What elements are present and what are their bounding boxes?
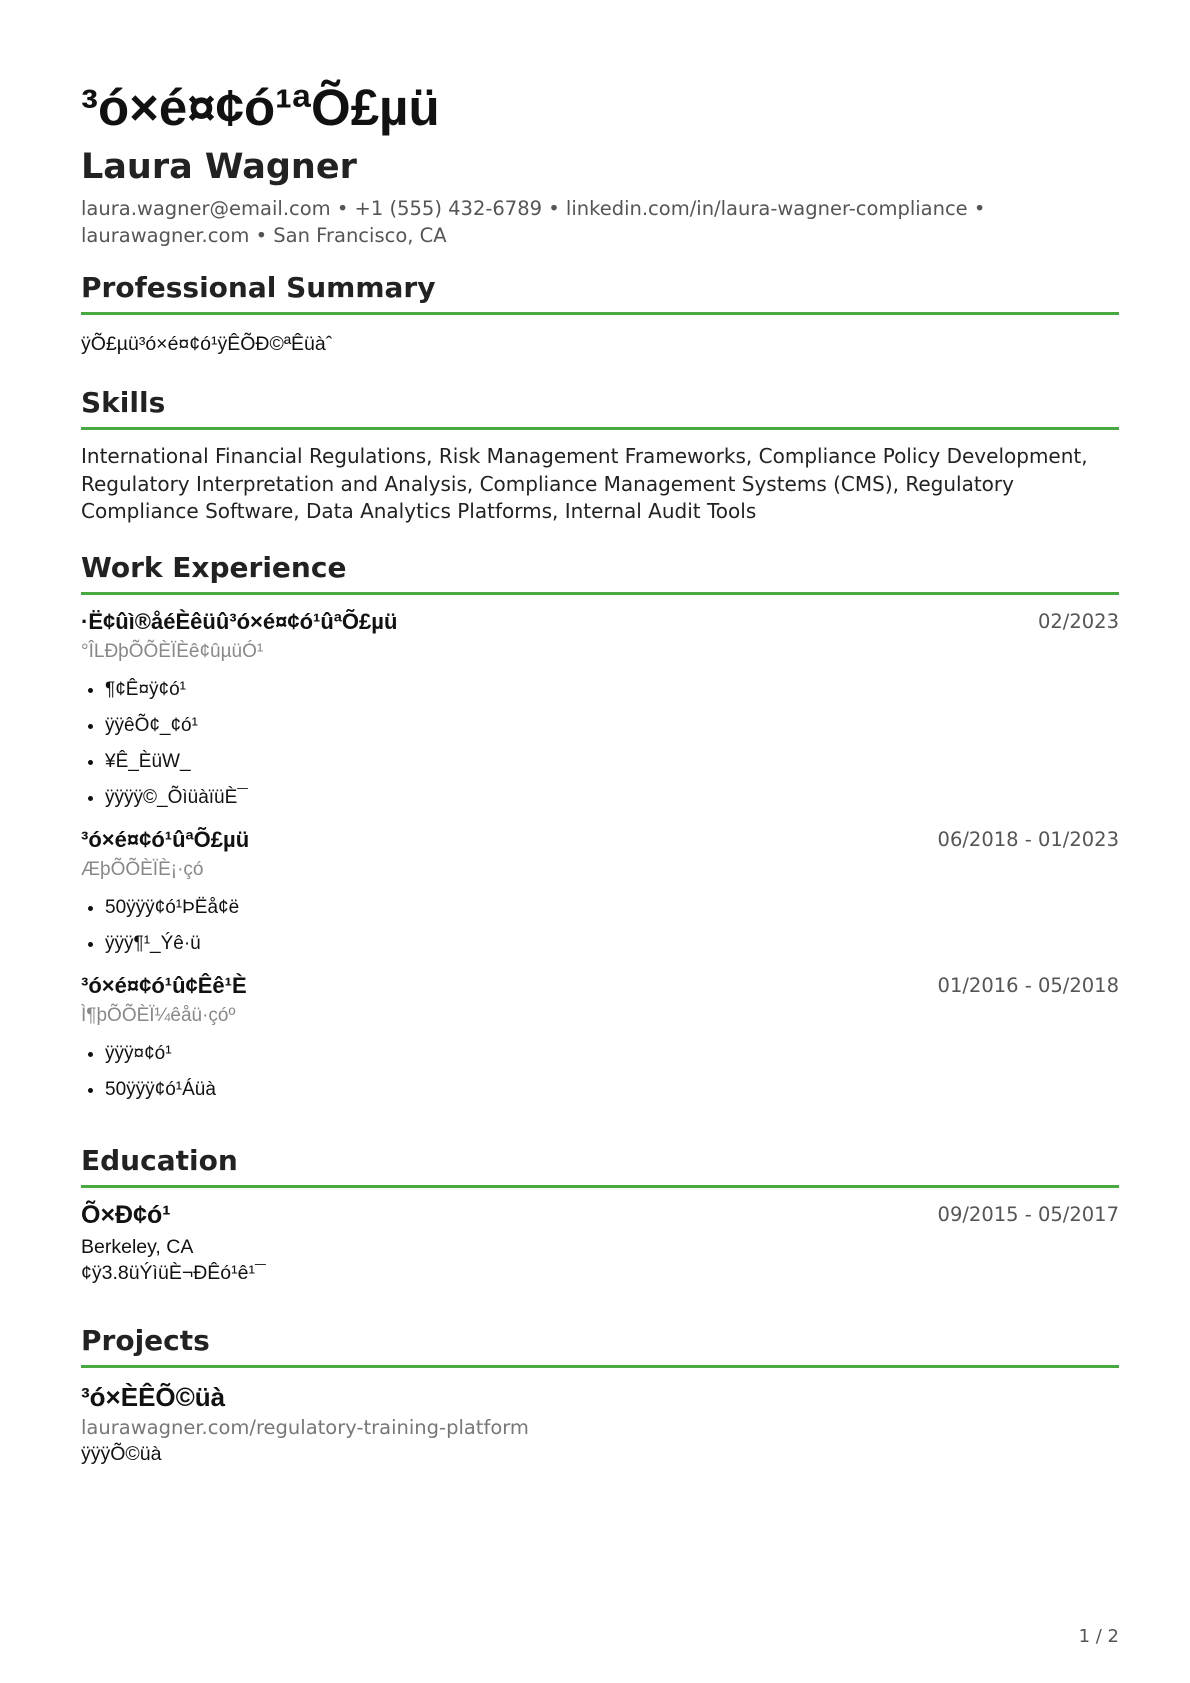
job-date: 01/2016 - 05/2018: [937, 974, 1119, 997]
section-divider: [81, 427, 1119, 430]
education-degree: Õ×Ð¢ó¹: [81, 1201, 171, 1229]
list-item: • ÿÿÿ¶¹_Ýê·ü: [105, 926, 239, 962]
list-item: • ÿÿÿ¤¢ó¹: [105, 1036, 216, 1072]
project-link[interactable]: laurawagner.com/regulatory-training-platform: [81, 1416, 529, 1439]
resume-title: ³ó×é¤¢ó¹ªÕ£µü: [81, 79, 440, 136]
section-divider: [81, 312, 1119, 315]
list-item: • 50ÿÿÿ¢ó¹ÞËå¢ë: [105, 890, 239, 926]
job-bullets: [81, 672, 248, 816]
section-divider: [81, 1185, 1119, 1188]
list-item: • ¥Ê_ÈüW_: [105, 744, 248, 780]
section-divider: [81, 592, 1119, 595]
education-date: 09/2015 - 05/2017: [937, 1203, 1119, 1226]
section-title-summary: Professional Summary: [81, 271, 436, 304]
job-company: ÆþÕÕÈÏÈ¡·çó: [81, 859, 204, 880]
list-item: • 50ÿÿÿ¢ó¹Áüà: [105, 1072, 216, 1108]
project-name: ³ó×ÈÊÕ©üà: [81, 1382, 226, 1412]
job-bullets: [81, 1036, 216, 1108]
job-company: Ì¶þÕÕÈÏ¼êåü·çóº: [81, 1005, 236, 1026]
job-bullets: [81, 890, 239, 962]
job-company: °ÎLÐþÕÕÈÏÈê¢ûµüÓ¹: [81, 641, 264, 662]
summary-text: ÿÕ£µü³ó×é¤¢ó¹ÿÊÕÐ©ªÊüàˆ: [81, 333, 333, 355]
section-title-skills: Skills: [81, 386, 166, 419]
project-description: ÿÿÿÕ©üà: [81, 1443, 162, 1465]
section-title-projects: Projects: [81, 1324, 210, 1357]
education-location: Berkeley, CA: [81, 1236, 194, 1258]
job-title: ·Ë¢ûì®åéÈêüû³ó×é¤¢ó¹ûªÕ£µü: [81, 609, 398, 634]
skills-list: International Financial Regulations, Risk Management Frameworks, Compliance Policy Development, Regulatory Interpretation and Analysis, Compliance Management Systems (CMS), Regulatory Compliance Software, Data Analytics Platforms, Internal Audit Tools: [81, 444, 1088, 523]
candidate-name: Laura Wagner: [81, 147, 357, 187]
education-details: ¢ÿ3.8üÝìüÈ¬ÐÊó¹ê¹¯: [81, 1262, 266, 1284]
list-item: • ÿÿÿÿ©_ÕìüàïüÈ¯: [105, 780, 248, 816]
page-number: 1 / 2: [1078, 1626, 1119, 1647]
contact-line: laura.wagner@email.com • +1 (555) 432-6789 • linkedin.com/in/laura-wagner-compliance • laurawagner.com • San Francisco, CA: [81, 197, 986, 247]
list-item: • ÿÿêÕ¢_¢ó¹: [105, 708, 248, 744]
section-divider: [81, 1365, 1119, 1368]
section-title-education: Education: [81, 1144, 238, 1177]
list-item: • ¶¢Ê¤ÿ¢ó¹: [105, 672, 248, 708]
section-title-work: Work Experience: [81, 551, 347, 584]
job-title: ³ó×é¤¢ó¹û¢Êê¹È: [81, 973, 247, 998]
job-date: 06/2018 - 01/2023: [937, 828, 1119, 851]
job-title: ³ó×é¤¢ó¹ûªÕ£µü: [81, 827, 250, 852]
job-date: 02/2023: [1037, 610, 1119, 633]
